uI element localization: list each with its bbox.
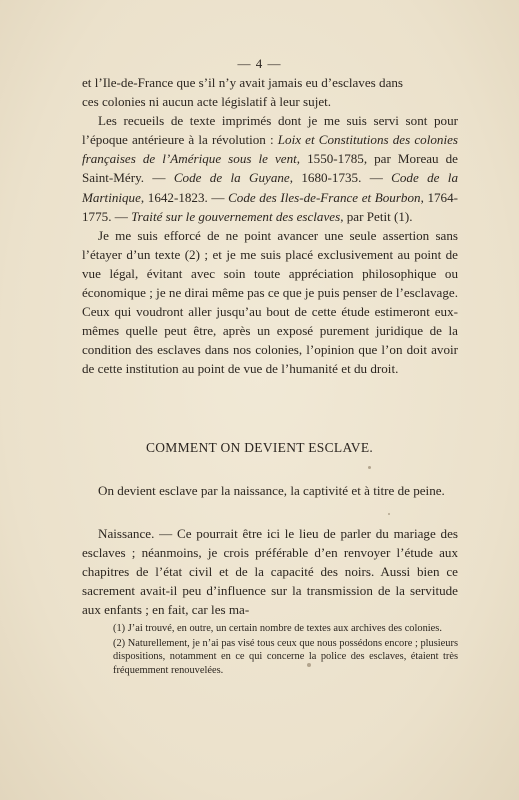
naissance-text: — Ce pourrait être ici le lieu de parler du mariage des esclaves ; néanmoins, je crois préférable d’en renvoyer l’étude aux chapitres de l’état civil et de la capacité des noirs. Aussi bien ce sacrement avait-il peu d’influence sur la transmission de la servitude aux enfants ; en fait, car les ma-	[82, 526, 458, 618]
sources-text-e: , 1680-1735. —	[289, 170, 392, 186]
paragraph-naissance	[82, 524, 458, 619]
sources-title-iles: Code des Iles-de-France et Bourbon	[228, 189, 421, 205]
sources-title-guyane: Code de la Guyane	[173, 170, 290, 186]
footnotes	[113, 622, 458, 678]
paper-spot	[307, 663, 311, 667]
naissance-heading: Naissance.	[98, 526, 155, 541]
sources-text-c: , 1550-1785, par Moreau de Saint-Méry. —	[82, 151, 458, 186]
sources-text-k: , par Petit (1).	[340, 208, 413, 224]
footnote-2: (2) Naturellement, je n’ai pas visé tous ceux que nous possédons encore ; plusieurs dispositions, notamment en ce qui concerne la police des esclaves, étaient très fréquemment renouvelées.	[113, 637, 458, 676]
paragraph-method: Je me suis efforcé de ne point avancer une seule assertion sans l’étayer d’un texte (2) ; et je me suis placé exclusivement au point de vue légal, évitant avec soin toute appréciation philosophique ou économique ; je ne dirai même pas ce que je puis penser de l’esclavage. Ceux qui voudront aller jusqu’au bout de cette étude estimeront eux-mêmes quelle peut être, après un exposé purement juridique de la condition des esclaves dans nos colonies, l’opinion que l’on doit avoir de cette institution au point de vue de l’humanité et du droit.	[82, 227, 458, 377]
section-title: COMMENT ON DEVIENT ESCLAVE.	[145, 440, 374, 455]
sources-title-loix: Loix et Constitutions des colonies françaises de l’Amérique sous le vent	[82, 132, 458, 167]
paper-spot	[368, 466, 371, 469]
page-number: — 4 —	[237, 56, 282, 71]
footnote-1: (1) J’ai trouvé, en outre, un certain nombre de textes aux archives des colonies.	[113, 623, 442, 634]
sources-title-traite: Traité sur le gouvernement des esclaves	[131, 208, 341, 224]
sources-text-a: Les recueils de texte imprimés dont je me suis servi sont pour l’époque antérieure à la révolution :	[82, 113, 458, 148]
section-intro-block	[82, 481, 458, 500]
paragraph-sources	[82, 111, 458, 226]
paragraph-continuation	[82, 73, 458, 111]
section-intro: On devient esclave par la naissance, la captivité et à titre de peine.	[98, 483, 445, 498]
main-text	[82, 73, 458, 379]
paragraph-1-line-2: ces colonies ni aucun acte législatif à leur sujet.	[82, 94, 332, 110]
sources-text-i: , 1764-1775. —	[82, 189, 458, 224]
sources-text-g: , 1642-1823. —	[140, 189, 229, 205]
paper-spot	[388, 513, 390, 515]
naissance-block	[82, 524, 458, 619]
sources-title-martinique: Code de la Martinique	[82, 170, 458, 205]
paragraph-1-line-1: et l’Ile-de-France que s’il n’y avait jamais eu d’esclaves dans	[82, 75, 404, 90]
